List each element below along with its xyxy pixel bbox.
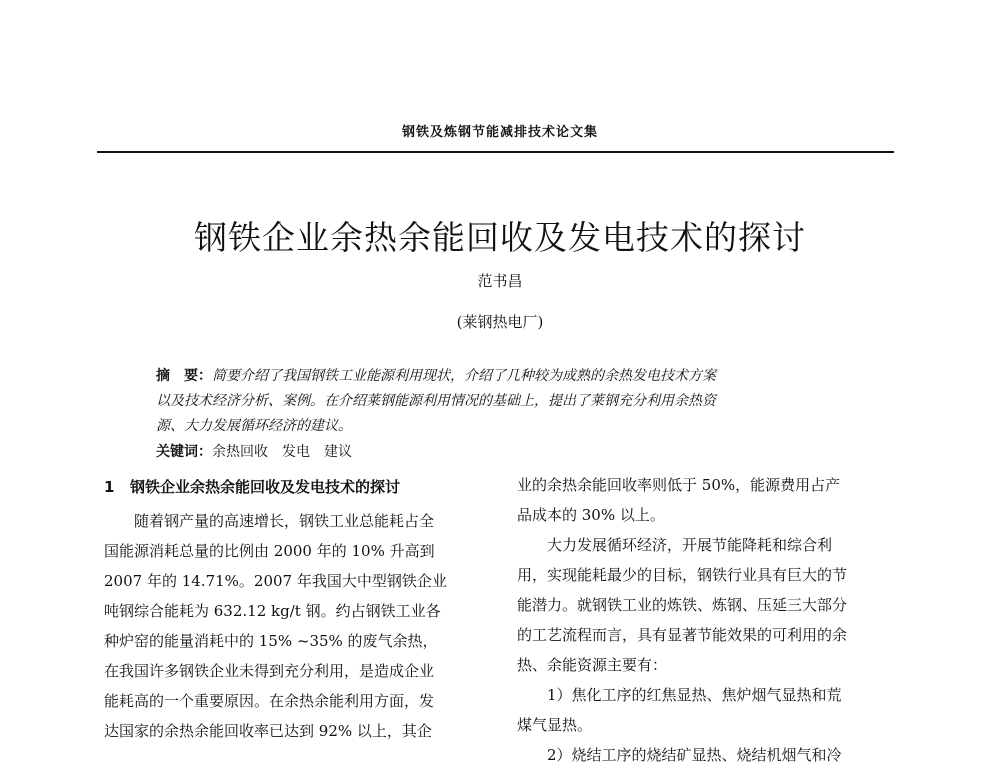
body-line: 在我国许多钢铁企业未得到充分利用，是造成企业 [104, 662, 435, 680]
body-line: 用，实现能耗最少的目标，钢铁行业具有巨大的节 [517, 566, 848, 584]
body-line: 品成本的 30% 以上。 [517, 506, 665, 524]
abstract-block [156, 364, 856, 439]
section-heading [104, 472, 490, 506]
section-number: 1 [104, 478, 115, 496]
body-line: 随着钢产量的高速增长，钢铁工业总能耗占全 [134, 512, 435, 530]
body-line: 能耗高的一个重要原因。在余热余能利用方面，发 [104, 692, 435, 710]
body-line: 2）烧结工序的烧结矿显热、烧结机烟气和冷 [547, 746, 842, 764]
running-header: 钢铁及炼钢节能减排技术论文集 [401, 125, 598, 140]
body-line: 2007 年的 14.71%。2007 年我国大中型钢铁企业 [104, 572, 447, 590]
paper-title: 钢铁企业余热余能回收及发电技术的探讨 [194, 218, 806, 257]
body-line: 吨钢综合能耗为 632.12 kg/t 钢。约占钢铁工业各 [104, 602, 441, 620]
body-line: 大力发展循环经济，开展节能降耗和综合利 [547, 536, 833, 554]
body-line: 热、余能资源主要有： [517, 656, 668, 674]
abstract-line: 以及技术经济分析、案例。在介绍莱钢能源利用情况的基础上，提出了莱钢充分利用余热资 [156, 393, 716, 409]
abstract-label: 摘 要： [156, 368, 212, 384]
abstract-line [156, 364, 856, 389]
body-line: 国能源消耗总量的比例由 2000 年的 10% 升高到 [104, 542, 435, 560]
body-line: 的工艺流程而言，具有显著节能效果的可利用的余 [517, 626, 848, 644]
left-column [104, 470, 490, 746]
section-heading-text: 钢铁企业余热余能回收及发电技术的探讨 [130, 478, 401, 496]
abstract-line: 源、大力发展循环经济的建议。 [156, 418, 352, 434]
body-line: 能潜力。就钢铁工业的炼铁、炼钢、压延三大部分 [517, 596, 848, 614]
body-line: 达国家的余热余能回收率已达到 92% 以上，其企 [104, 722, 432, 740]
body-line: 煤气显热。 [517, 716, 593, 734]
keywords-block [156, 440, 856, 465]
keywords-label: 关键词： [156, 444, 212, 460]
header-rule [97, 151, 894, 153]
author-name: 范书昌 [477, 272, 523, 290]
right-column [517, 470, 903, 770]
body-line: 1）焦化工序的红焦显热、焦炉烟气显热和荒 [547, 686, 842, 704]
keywords-text: 余热回收 发电 建议 [212, 444, 352, 460]
body-line: 业的余热余能回收率则低于 50%，能源费用占产 [517, 476, 841, 494]
body-line: 种炉窑的能量消耗中的 15% ~35% 的废气余热， [104, 632, 438, 650]
abstract-text: 简要介绍了我国钢铁工业能源利用现状，介绍了几种较为成熟的余热发电技术方案 [212, 368, 716, 384]
author-affiliation: (莱钢热电厂) [456, 313, 544, 331]
